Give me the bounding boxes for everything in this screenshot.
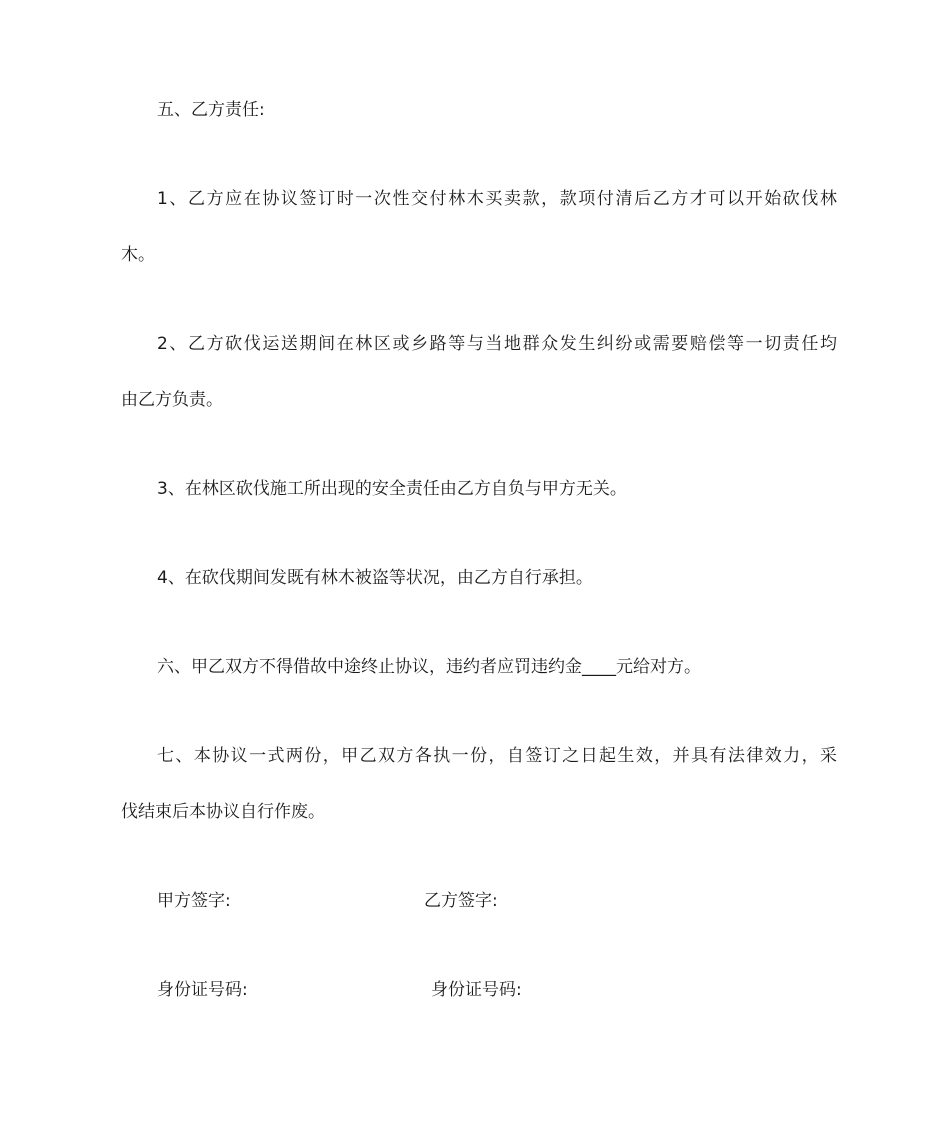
item-1-line-1: 1、乙方应在协议签订时一次性交付林木买卖款，款项付清后乙方才可以开始砍伐林 bbox=[157, 189, 837, 209]
section-7-line-1: 七、本协议一式两份，甲乙双方各执一份，自签订之日起生效，并具有法律效力，采 bbox=[157, 746, 837, 766]
section-6: 六、甲乙双方不得借故中途终止协议，违约者应罚违约金____元给对方。 bbox=[157, 657, 701, 677]
item-3: 3、在林区砍伐施工所出现的安全责任由乙方自负与甲方无关。 bbox=[157, 479, 627, 499]
party-b-id-label: 身份证号码: bbox=[431, 980, 522, 1000]
item-4: 4、在砍伐期间发既有林木被盗等状况，由乙方自行承担。 bbox=[157, 568, 593, 588]
item-2-line-1: 2、乙方砍伐运送期间在林区或乡路等与当地群众发生纠纷或需要赔偿等一切责任均 bbox=[157, 334, 837, 354]
section-7-line-2: 伐结束后本协议自行作废。 bbox=[121, 802, 325, 822]
party-a-id-label: 身份证号码: bbox=[157, 980, 248, 1000]
item-2-line-2: 由乙方负责。 bbox=[121, 390, 223, 410]
item-1-line-2: 木。 bbox=[121, 245, 155, 265]
party-a-signature-label: 甲方签字: bbox=[157, 891, 231, 911]
party-b-signature-label: 乙方签字: bbox=[424, 891, 498, 911]
section-5-heading: 五、乙方责任: bbox=[157, 100, 265, 120]
